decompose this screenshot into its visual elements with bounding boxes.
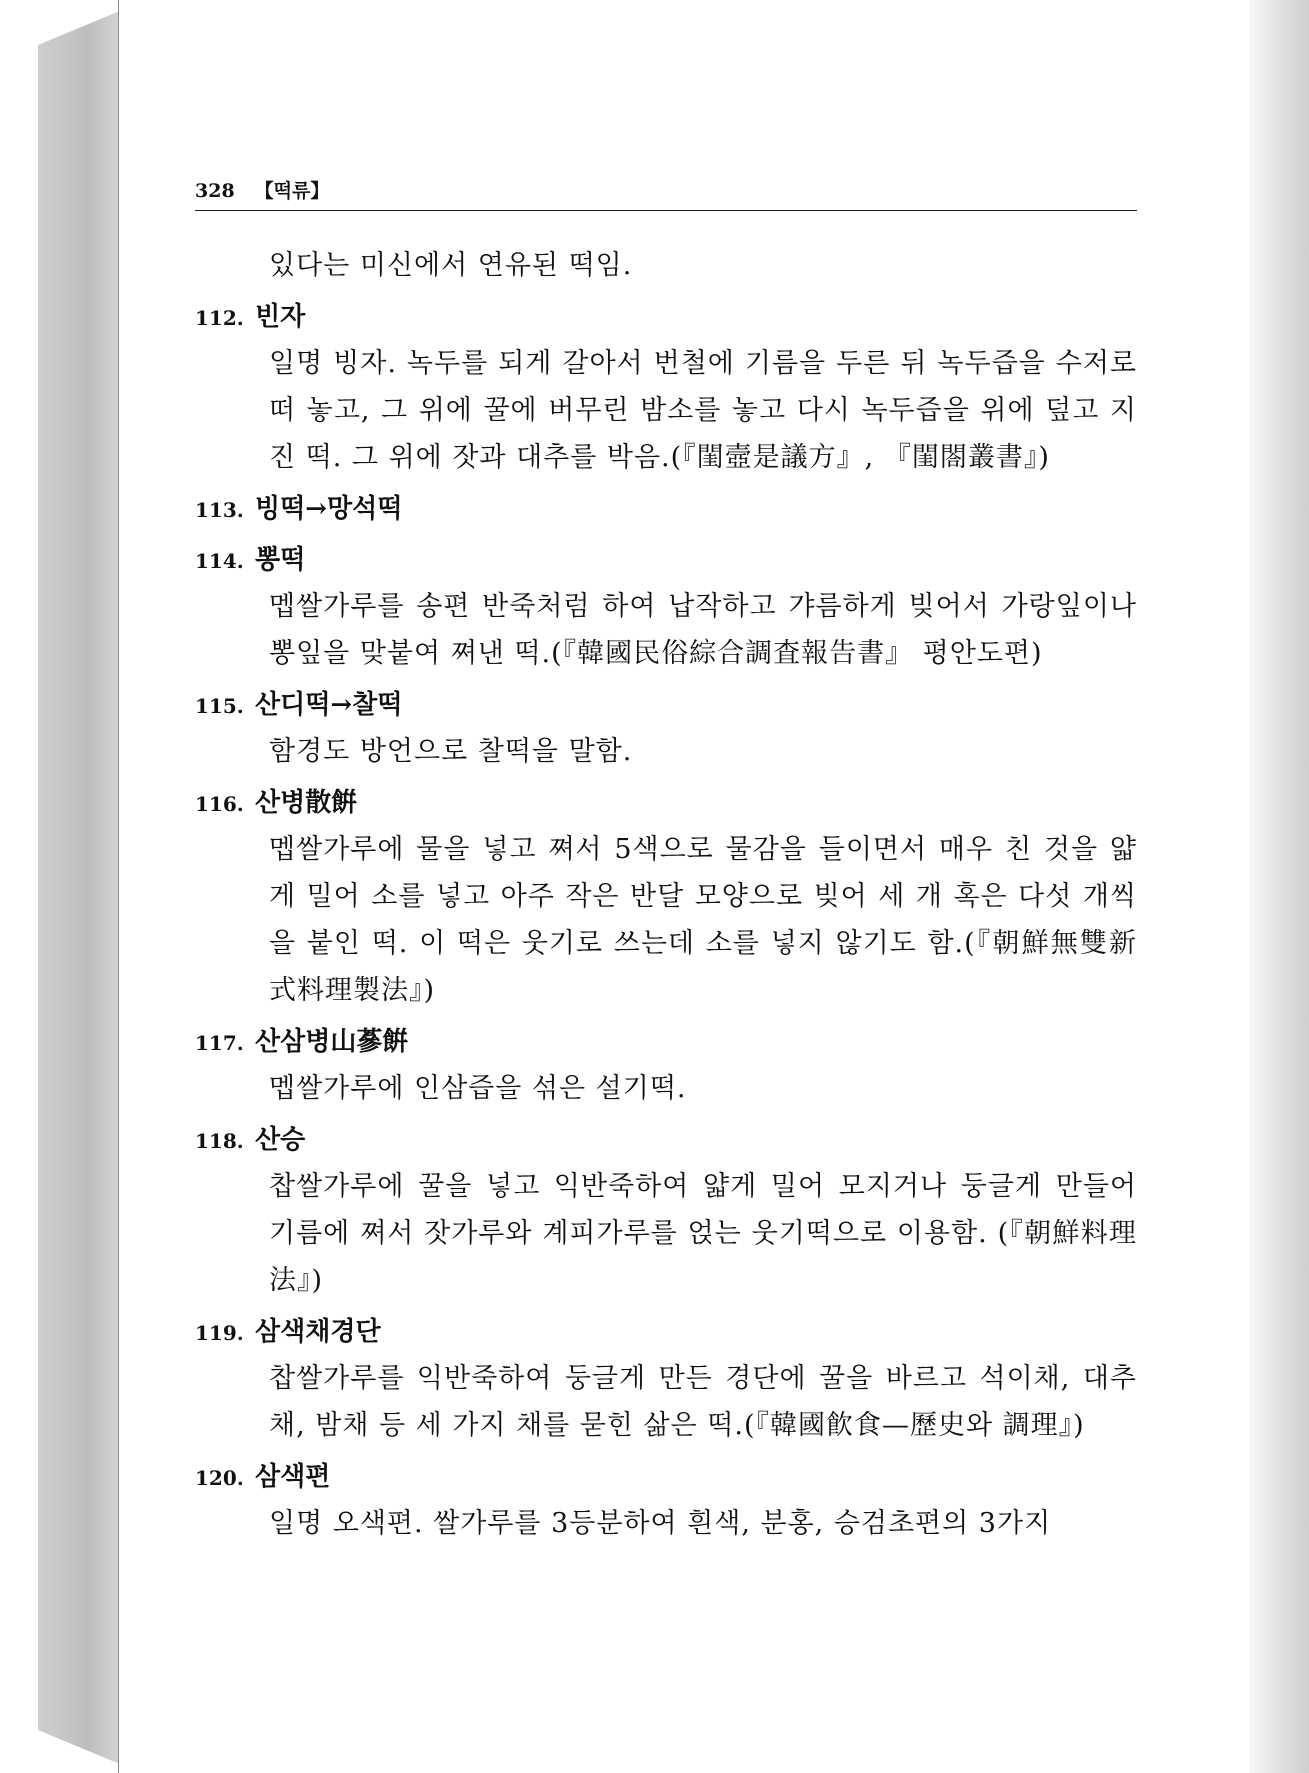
page-shadow bbox=[1239, 0, 1309, 1773]
entry-term: 뽕떡 bbox=[255, 545, 306, 575]
entry-115 bbox=[195, 683, 1137, 775]
entry-definition: 멥쌀가루에 인삼즙을 섞은 설기떡. bbox=[269, 1073, 687, 1104]
entry-definition: 일명 빙자. 녹두를 되게 갈아서 번철에 기름을 두른 뒤 녹두즙을 수저로 떠 놓고, 그 위에 꿀에 버무린 밤소를 놓고 다시 녹두즙을 위에 덮고 지진 떡. 그 위에 잣과 대추를 박음.(『閨壼是議方』, 『閨閤叢書』) bbox=[269, 348, 1137, 473]
entry-number: 114. bbox=[195, 549, 244, 573]
entry-term: 빙떡→망석떡 bbox=[255, 494, 403, 524]
entry-definition: 함경도 방언으로 찰떡을 말함. bbox=[269, 736, 633, 767]
entry-120 bbox=[195, 1455, 1137, 1547]
entry-116 bbox=[195, 781, 1137, 1014]
entry-number: 120. bbox=[195, 1466, 244, 1490]
entry-119 bbox=[195, 1310, 1137, 1449]
entry-term: 산삼병山蔘餠 bbox=[255, 1027, 409, 1057]
running-header bbox=[195, 176, 1137, 203]
entry-114 bbox=[195, 538, 1137, 677]
entry-heading bbox=[195, 1118, 1137, 1163]
entry-heading bbox=[195, 781, 1137, 826]
header-rule bbox=[195, 210, 1137, 211]
entry-number: 112. bbox=[195, 306, 244, 330]
entry-definition: 찹쌀가루를 익반죽하여 둥글게 만든 경단에 꿀을 바르고 석이채, 대추채, 밤채 등 세 가지 채를 묻힌 삶은 떡.(『韓國飮食—歷史와 調理』) bbox=[269, 1363, 1137, 1441]
entry-term: 산병散餠 bbox=[255, 788, 358, 818]
page-content bbox=[195, 242, 1137, 1547]
continued-text: 있다는 미신에서 연유된 떡임. bbox=[269, 250, 633, 281]
entry-definition: 멥쌀가루에 물을 넣고 쪄서 5색으로 물감을 들이면서 매우 친 것을 얇게 밀어 소를 넣고 아주 작은 반달 모양으로 빚어 세 개 혹은 다섯 개씩을 붙인 떡. 이 떡은 웃기로 쓰는데 소를 넣지 않기도 함.(『朝鮮無雙新式料理製法』) bbox=[269, 834, 1137, 1006]
entry-heading bbox=[195, 1310, 1137, 1355]
entry-term: 산디떡→찰떡 bbox=[255, 690, 403, 720]
entry-heading bbox=[195, 1455, 1137, 1500]
section-title: 【떡류】 bbox=[254, 180, 330, 202]
entry-number: 113. bbox=[195, 498, 244, 522]
entry-number: 117. bbox=[195, 1031, 244, 1055]
entry-heading bbox=[195, 538, 1137, 583]
entry-definition: 일명 오색편. 쌀가루를 3등분하여 흰색, 분홍, 승검초편의 3가지 bbox=[269, 1508, 1052, 1539]
entry-number: 118. bbox=[195, 1129, 244, 1153]
entry-117 bbox=[195, 1020, 1137, 1112]
page-number: 328 bbox=[195, 180, 235, 202]
entry-term: 산승 bbox=[255, 1125, 306, 1155]
entry-heading bbox=[195, 683, 1137, 728]
entry-heading bbox=[195, 1020, 1137, 1065]
entry-term: 삼색채경단 bbox=[255, 1317, 381, 1347]
entry-118 bbox=[195, 1118, 1137, 1304]
entry-113 bbox=[195, 487, 1137, 532]
entry-term: 빈자 bbox=[255, 302, 306, 332]
entry-112 bbox=[195, 295, 1137, 481]
entry-number: 115. bbox=[195, 694, 244, 718]
entry-term: 삼색편 bbox=[255, 1462, 331, 1492]
entry-definition: 찹쌀가루에 꿀을 넣고 익반죽하여 얇게 밀어 모지거나 둥글게 만들어 기름에 쪄서 잣가루와 계피가루를 얹는 웃기떡으로 이용함. (『朝鮮料理法』) bbox=[269, 1171, 1137, 1296]
entry-definition: 멥쌀가루를 송편 반죽처럼 하여 납작하고 갸름하게 빚어서 가랑잎이나 뽕잎을 맞붙여 쪄낸 떡.(『韓國民俗綜合調査報告書』 평안도편) bbox=[269, 591, 1137, 669]
entry-number: 116. bbox=[195, 792, 244, 816]
entry-number: 119. bbox=[195, 1321, 244, 1345]
entry-heading bbox=[195, 295, 1137, 340]
book-edge bbox=[38, 10, 122, 1765]
entry-heading bbox=[195, 487, 1137, 532]
